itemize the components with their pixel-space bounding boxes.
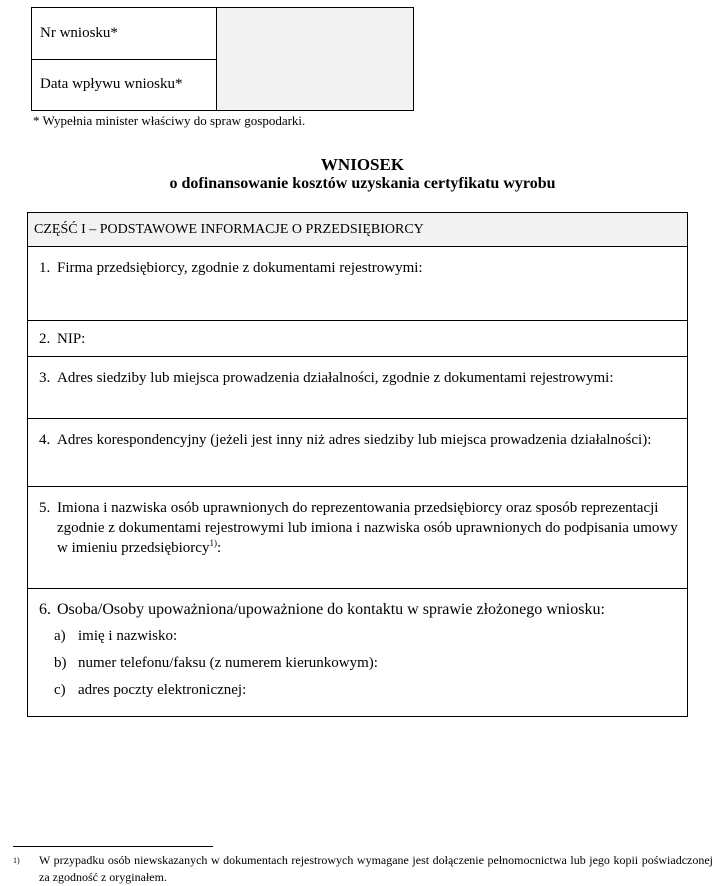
contact-name-field[interactable]	[54, 628, 177, 645]
item-number: 6.	[39, 601, 51, 618]
item-label-line3: w imieniu przedsiębiorcy	[57, 540, 210, 556]
footnote-separator	[13, 846, 213, 847]
item-label: Firma przedsiębiorcy, zgodnie z dokumentami rejestrowymi:	[57, 260, 423, 276]
document-subtitle: o dofinansowanie kosztów uzyskania certyfikatu wyrobu	[169, 175, 556, 192]
contact-email-field[interactable]	[54, 682, 246, 699]
application-registry-table	[31, 7, 414, 111]
item-label-line2: zgodnie z dokumentami rejestrowymi lub imiona i nazwiska osób uprawnionych do podpisania umowy	[57, 520, 678, 536]
footnote-text: W przypadku osób niewskazanych w dokumentach rejestrowych wymagane jest dołączenie pełnomocnictwa lub jego kopii poświadczonej za zgodność z oryginałem.	[39, 853, 713, 884]
subitem-label: adres poczty elektronicznej:	[78, 682, 247, 698]
field-registered-address[interactable]	[28, 357, 687, 419]
field-correspondence-address[interactable]	[28, 419, 687, 487]
contact-phone-field[interactable]	[54, 655, 378, 672]
item-label-line1: Imiona i nazwiska osób uprawnionych do reprezentowania przedsiębiorcy oraz sposób reprezentacji	[57, 500, 659, 516]
item-label: Adres siedziby lub miejsca prowadzenia działalności, zgodnie z dokumentami rejestrowymi:	[57, 370, 614, 386]
field-contact-person	[28, 589, 687, 716]
item-number: 1.	[39, 260, 51, 276]
item-number: 5.	[39, 500, 51, 516]
applicant-info-form	[27, 212, 688, 717]
subitem-label: numer telefonu/faksu (z numerem kierunkowym):	[78, 655, 378, 671]
footnote-reference[interactable]: 1)	[209, 538, 217, 548]
section-header: CZĘŚĆ I – PODSTAWOWE INFORMACJE O PRZEDSIĘBIORCY	[28, 213, 687, 247]
item-label: Osoba/Osoby upoważniona/upoważnione do kontaktu w sprawie złożonego wniosku:	[57, 601, 605, 618]
application-number-label: Nr wniosku*	[32, 8, 217, 59]
subitem-letter: a)	[54, 628, 66, 644]
document-title: WNIOSEK	[320, 155, 405, 174]
item-number: 4.	[39, 432, 51, 448]
receipt-date-label: Data wpływu wniosku*	[32, 59, 217, 110]
subitem-letter: c)	[54, 682, 66, 698]
field-nip[interactable]	[28, 321, 687, 357]
footnote-mark: 1)	[13, 856, 20, 865]
receipt-date-field[interactable]	[217, 59, 413, 110]
application-number-field[interactable]	[217, 8, 413, 59]
subitem-label: imię i nazwisko:	[78, 628, 178, 644]
field-company-name[interactable]	[28, 247, 687, 321]
receipt-date-row	[32, 59, 413, 110]
item-number: 2.	[39, 331, 51, 347]
subitem-letter: b)	[54, 655, 67, 671]
item-number: 3.	[39, 370, 51, 386]
application-number-row	[32, 8, 413, 60]
ministry-fill-note: * Wypełnia minister właściwy do spraw gospodarki.	[33, 113, 306, 128]
field-representatives[interactable]: 5. Imiona i nazwiska osób uprawnionych do reprezentowania przedsiębiorcy oraz sposób reprezentacji zgodnie z dokumentami rejestrowymi lub imiona i nazwiska osób uprawnionych do podpisania umowy w imieniu przedsiębiorcy$^{1)}$:	[28, 487, 687, 589]
item-label: Adres korespondencyjny (jeżeli jest inny niż adres siedziby lub miejsca prowadzenia działalności):	[57, 432, 652, 448]
item-label: NIP:	[57, 331, 86, 347]
